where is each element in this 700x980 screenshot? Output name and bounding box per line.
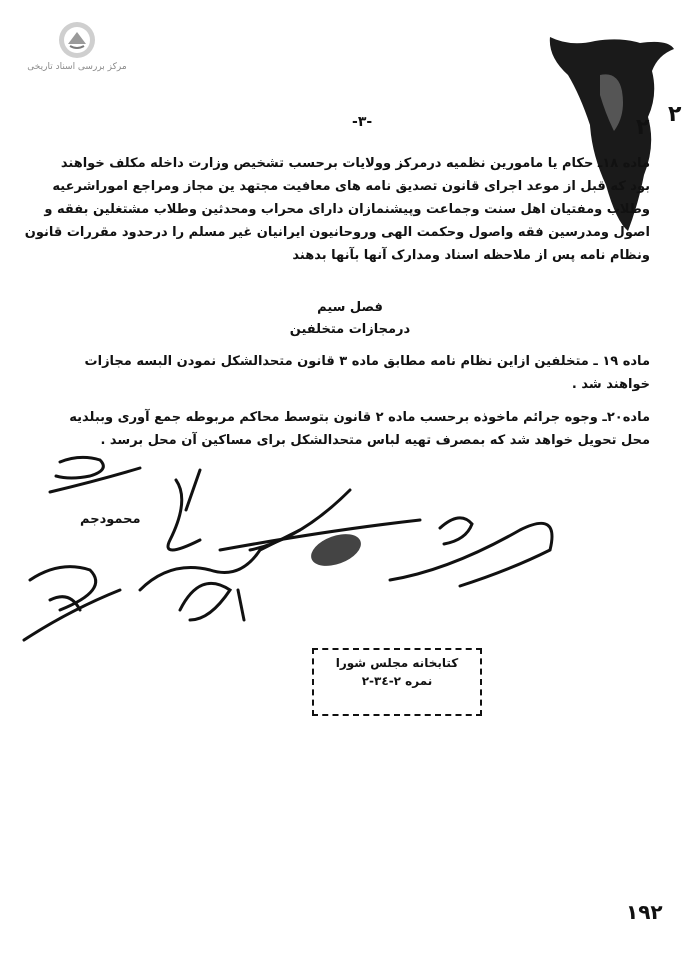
library-stamp [312,648,482,716]
text-line: خواهند شد . [571,377,650,392]
signature-stroke [168,480,200,550]
section-title: فصل سیم [317,300,383,315]
corner-mark-secondary: ٢ [636,115,650,140]
archive-logo-text: مرکز بررسی اسناد تاریخی [27,62,127,72]
text-line: بود که قبل از موعد اجرای قانون تصدیق نامه های معافیت مجتهد ین مجاز ومراجع اموراشرعیه [52,179,650,194]
text-line: ماده ١٩ ـ متخلفین ازاین نظام نامه مطابق ماده ٣ قانون متحدالشکل نمودن البسه مجازات [84,354,650,369]
signature-stroke [440,518,472,544]
folio-number: ١٩٢ [626,900,663,924]
article-19-paragraph [10,350,650,396]
article-18-paragraph [10,152,650,267]
signature-stroke [24,590,120,640]
signature-stroke [390,523,552,586]
signatures-area [0,440,700,660]
signature-name-label: محمودجم [80,512,141,527]
text-line: وطلاب ومفتیان اهل سنت وجماعت وپیشنمازان دارای محراب ومحدثین وطلاب مشتغلین بفقه و [44,202,650,217]
signature-stroke [186,470,200,510]
signature-stroke [180,583,230,620]
signature-stroke [50,468,140,492]
archive-logo [22,20,132,72]
page-number: -٣- [352,114,373,130]
corner-mark: ٢ [668,102,682,127]
text-line: محل تحویل خواهد شد که بمصرف تهیه لباس متحدالشکل برای مساکین آن محل برسد . [100,433,650,448]
signature-stroke [56,457,103,478]
text-line: اصول ومدرسین فقه واصول وحکمت الهی وروحانیون ایرانیان غیر مسلم را درحدود مقررات قانون [24,225,650,240]
stamp-line: کتابخانه مجلس شورا [335,656,459,670]
archive-logo-icon [54,20,100,60]
text-line: ونظام نامه پس از ملاحظه اسناد ومدارک آنها بآنها بدهند [292,248,650,263]
stamp-line: نمره ٢-٣٤-٢ [361,674,433,688]
text-line: ماده ١٨ـ حکام یا مامورین نظمیه درمرکز وولایات برحسب تشخیص وزارت داخله مکلف خواهند [60,156,650,171]
text-line: ماده٢٠ـ وجوه جرائم ماخوذه برحسب ماده ٢ قانون بتوسط محاکم مربوطه جمع آوری وببلدیه [69,410,650,425]
section-subtitle: درمجازات متخلفین [289,322,411,337]
signature-stroke [238,590,244,620]
